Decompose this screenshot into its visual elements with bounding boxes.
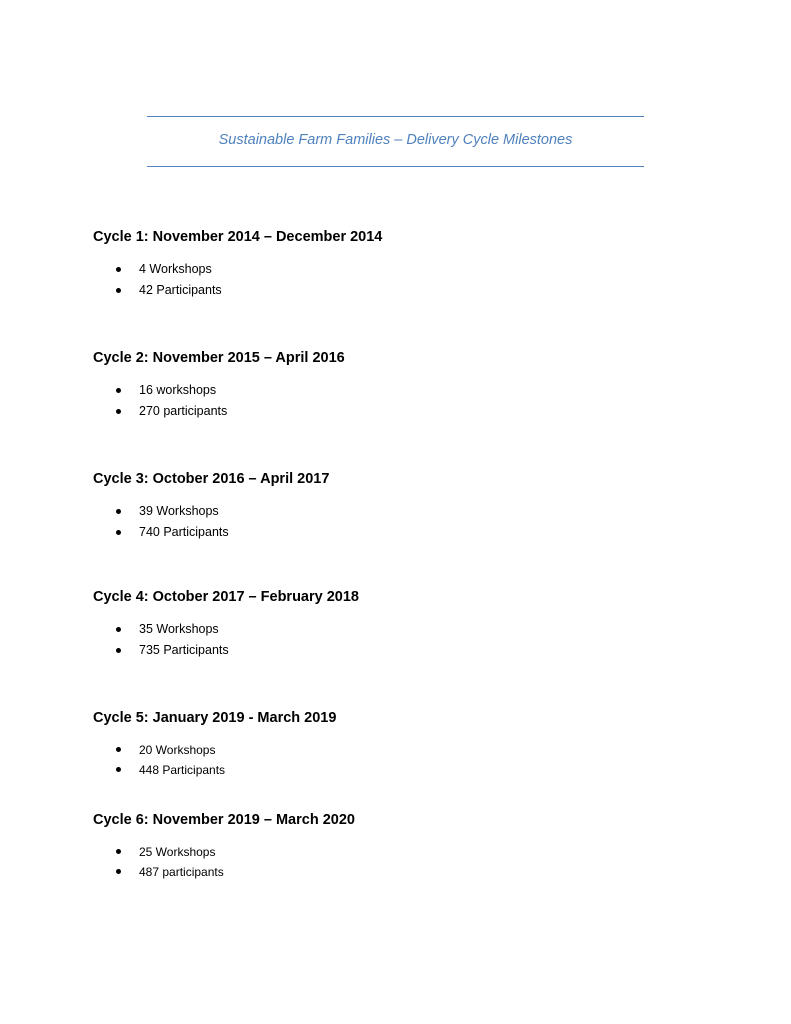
cycle-section-5 bbox=[93, 709, 693, 777]
bullet-icon bbox=[116, 869, 121, 874]
cycle-section-3 bbox=[93, 470, 693, 539]
cycle-section-1 bbox=[93, 228, 693, 297]
bullet-icon bbox=[116, 530, 121, 535]
cycle-heading: Cycle 2: November 2015 – April 2016 bbox=[93, 350, 345, 366]
bullet-icon bbox=[116, 267, 121, 272]
bullet-icon bbox=[116, 648, 121, 653]
workshops-count: 25 Workshops bbox=[139, 845, 216, 859]
participants-count: 740 Participants bbox=[139, 525, 229, 539]
document-title: Sustainable Farm Families – Delivery Cycle Milestones bbox=[218, 132, 573, 148]
bullet-icon bbox=[116, 409, 121, 414]
cycle-section-2 bbox=[93, 349, 693, 418]
participants-count: 487 participants bbox=[139, 865, 224, 879]
participants-count: 270 participants bbox=[139, 404, 228, 418]
bullet-icon bbox=[116, 627, 121, 632]
cycle-heading: Cycle 1: November 2014 – December 2014 bbox=[93, 229, 383, 245]
participants-count: 42 Participants bbox=[139, 283, 222, 297]
workshops-count: 16 workshops bbox=[139, 383, 217, 397]
cycle-heading: Cycle 5: January 2019 - March 2019 bbox=[93, 710, 337, 726]
bullet-icon bbox=[116, 288, 121, 293]
bullet-icon bbox=[116, 849, 121, 854]
workshops-count: 39 Workshops bbox=[139, 504, 219, 518]
bullet-icon bbox=[116, 767, 121, 772]
cycle-section-6 bbox=[93, 811, 693, 879]
participants-count: 448 Participants bbox=[139, 763, 226, 777]
workshops-count: 20 Workshops bbox=[139, 743, 216, 757]
cycle-heading: Cycle 4: October 2017 – February 2018 bbox=[93, 589, 359, 605]
title-block bbox=[147, 116, 644, 167]
bullet-icon bbox=[116, 388, 121, 393]
title-rule-top bbox=[147, 116, 644, 117]
participants-count: 735 Participants bbox=[139, 643, 229, 657]
workshops-count: 4 Workshops bbox=[139, 262, 212, 276]
title-rule-bottom bbox=[147, 166, 644, 167]
cycle-heading: Cycle 3: October 2016 – April 2017 bbox=[93, 471, 330, 487]
cycle-section-4 bbox=[93, 588, 693, 657]
bullet-icon bbox=[116, 747, 121, 752]
workshops-count: 35 Workshops bbox=[139, 622, 219, 636]
cycle-heading: Cycle 6: November 2019 – March 2020 bbox=[93, 812, 355, 828]
bullet-icon bbox=[116, 509, 121, 514]
